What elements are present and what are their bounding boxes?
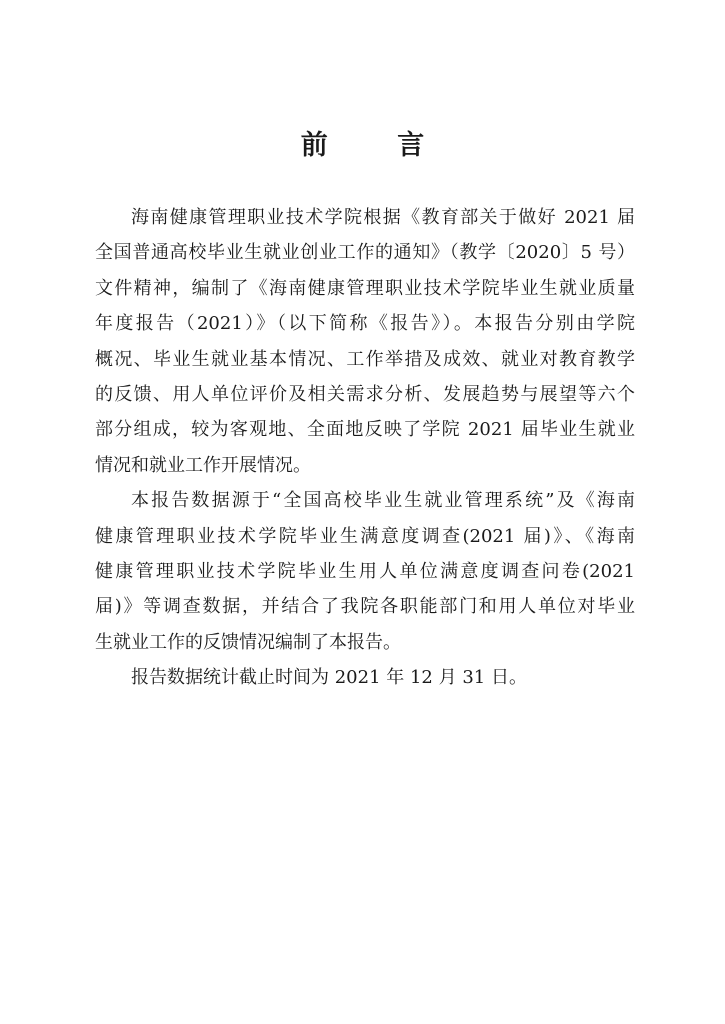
paragraph-line: 报告数据统计截止时间为 2021 年 12 月 31 日。 — [131, 667, 527, 689]
paragraph-line: 全国普通高校毕业生就业创业工作的通知》（教学〔2020〕5 号） — [95, 242, 635, 264]
paragraph-line: 本报告数据源于“全国高校毕业生就业管理系统”及《海南 — [131, 490, 635, 512]
body-text — [95, 200, 635, 696]
page-title: 前 言 — [300, 130, 455, 161]
paragraph-1 — [95, 200, 635, 483]
paragraph-3 — [95, 660, 635, 695]
paragraph-line: 海南健康管理职业技术学院根据《教育部关于做好 2021 届 — [131, 207, 635, 228]
paragraph-line: 部分组成，较为客观地、全面地反映了学院 2021 届毕业生就业 — [95, 419, 635, 441]
paragraph-line: 生就业工作的反馈情况编制了本报告。 — [95, 631, 401, 653]
paragraph-line: 概况、毕业生就业基本情况、工作举措及成效、就业对教育教学 — [95, 348, 635, 370]
paragraph-2 — [95, 483, 635, 660]
paragraph-line: 的反馈、用人单位评价及相关需求分析、发展趋势与展望等六个 — [95, 384, 635, 406]
paragraph-line: 健康管理职业技术学院毕业生用人单位满意度调查问卷(2021 — [95, 561, 635, 583]
paragraph-line: 健康管理职业技术学院毕业生满意度调查(2021 届)》、《海南 — [95, 525, 635, 547]
paragraph-line: 文件精神，编制了《海南健康管理职业技术学院毕业生就业质量 — [95, 277, 635, 299]
paragraph-line: 年度报告（2021）》（以下简称《报告》）。本报告分别由学院 — [95, 313, 635, 335]
paragraph-line: 情况和就业工作开展情况。 — [95, 454, 311, 476]
paragraph-line: 届)》等调查数据，并结合了我院各职能部门和用人单位对毕业 — [95, 596, 635, 618]
